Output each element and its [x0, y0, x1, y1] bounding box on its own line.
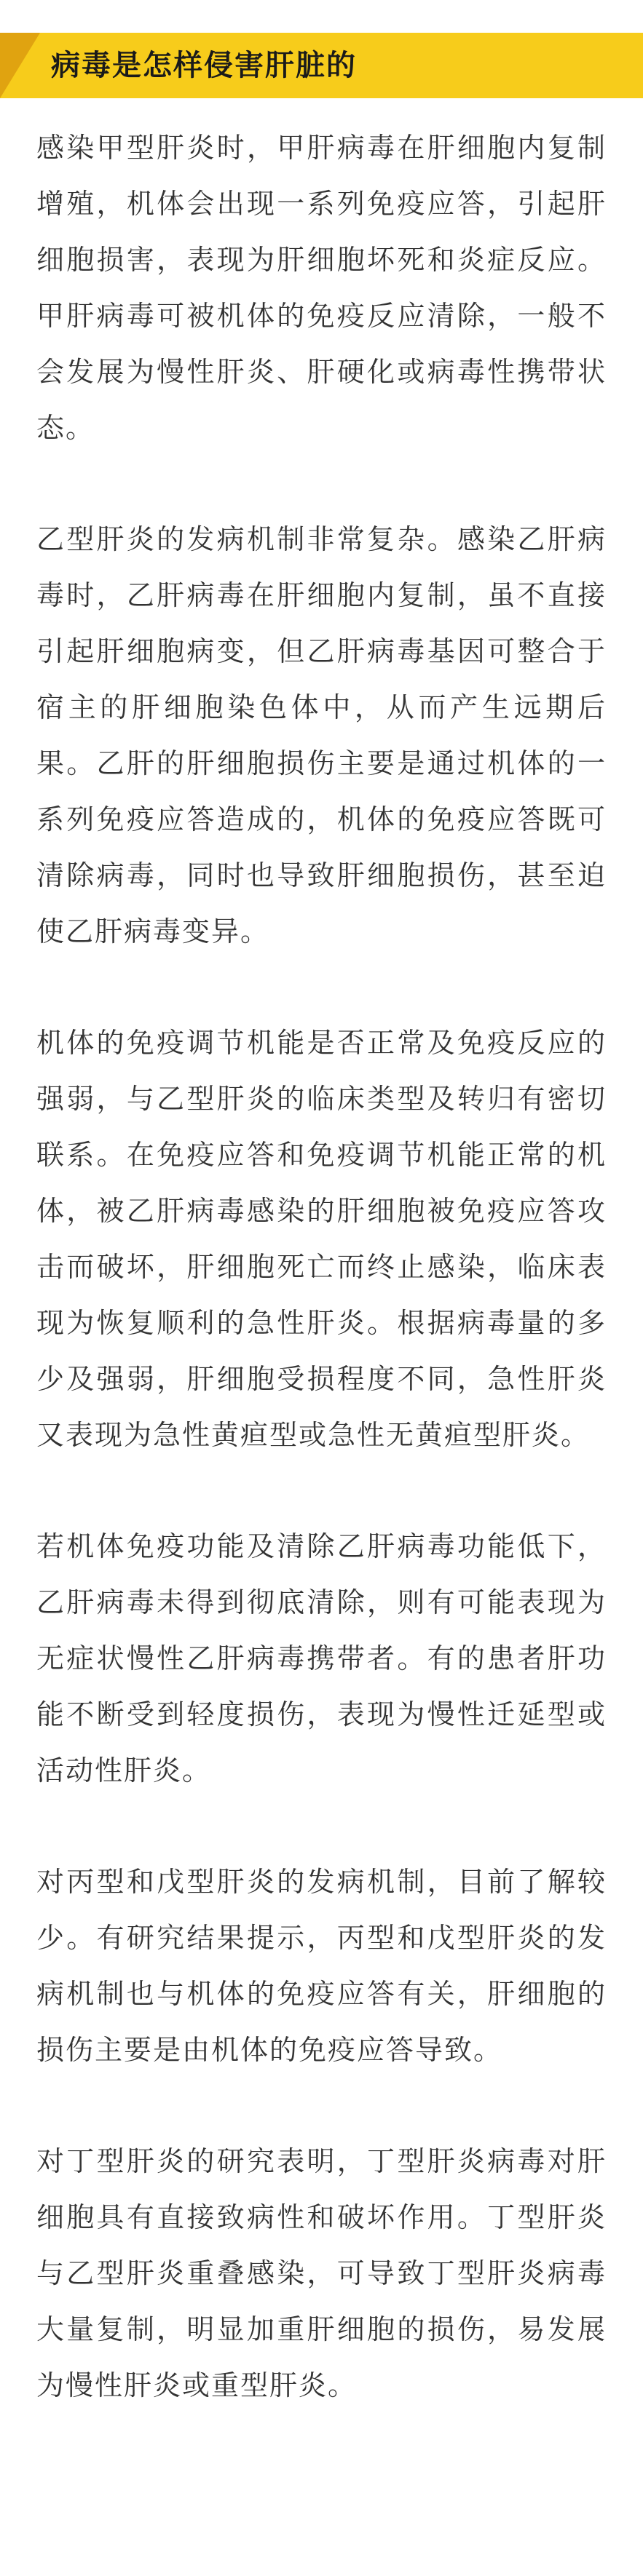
- paragraph-hepatitis-c-e: 对丙型和戊型肝炎的发病机制，目前了解较少。有研究结果提示，丙型和戊型肝炎的发病机制也与机体的免疫应答有关，肝细胞的损伤主要是由机体的免疫应答导致。: [36, 1866, 607, 2066]
- paragraph-hepatitis-b: 乙型肝炎的发病机制非常复杂。感染乙肝病毒时，乙肝病毒在肝细胞内复制，虽不直接引起肝细胞病变，但乙肝病毒基因可整合于宿主的肝细胞染色体中，从而产生远期后果。乙肝的肝细胞损伤主要是通过机体的一系列免疫应答造成的，机体的免疫应答既可清除病毒，同时也导致肝细胞损伤，甚至迫使乙肝病毒变异。: [36, 523, 607, 947]
- paragraph-hepatitis-a: 感染甲型肝炎时，甲肝病毒在肝细胞内复制增殖，机体会出现一系列免疫应答，引起肝细胞损害，表现为肝细胞坏死和炎症反应。甲肝病毒可被机体的免疫反应清除，一般不会发展为慢性肝炎、肝硬化或病毒性携带状态。: [36, 132, 607, 444]
- section-header: [0, 33, 643, 98]
- paragraph-chronic-carrier: 若机体免疫功能及清除乙肝病毒功能低下，乙肝病毒未得到彻底清除，则有可能表现为无症状慢性乙肝病毒携带者。有的患者肝功能不断受到轻度损伤，表现为慢性迁延型或活动性肝炎。: [36, 1530, 607, 1786]
- section-title: 病毒是怎样侵害肝脏的: [51, 49, 357, 82]
- paragraph-immune-regulation: 机体的免疫调节机能是否正常及免疫反应的强弱，与乙型肝炎的临床类型及转归有密切联系。在免疫应答和免疫调节机能正常的机体，被乙肝病毒感染的肝细胞被免疫应答攻击而破坏，肝细胞死亡而终止感染，临床表现为恢复顺利的急性肝炎。根据病毒量的多少及强弱，肝细胞受损程度不同，急性肝炎又表现为急性黄疸型或急性无黄疸型肝炎。: [36, 1027, 607, 1451]
- article-body: [36, 120, 607, 2414]
- paragraph-hepatitis-d: 对丁型肝炎的研究表明，丁型肝炎病毒对肝细胞具有直接致病性和破坏作用。丁型肝炎与乙型肝炎重叠感染，可导致丁型肝炎病毒大量复制，明显加重肝细胞的损伤，易发展为慢性肝炎或重型肝炎。: [36, 2145, 607, 2401]
- header-corner-accent: [0, 33, 40, 98]
